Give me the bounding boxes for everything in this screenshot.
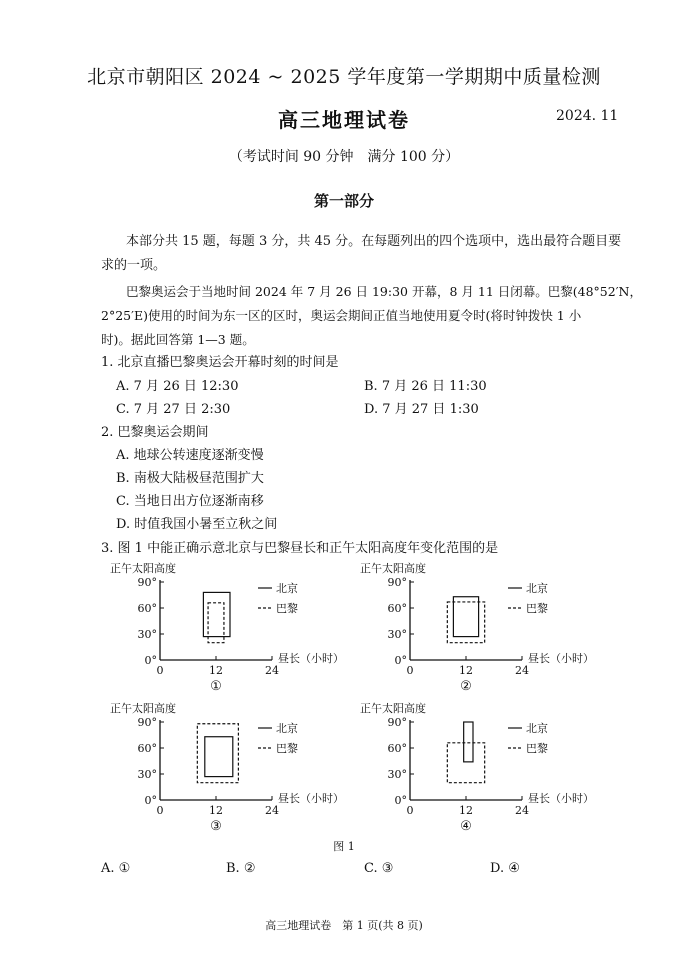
y-tick-label: 0°: [394, 654, 407, 667]
y-tick-label: 30°: [387, 768, 407, 781]
x-tick-label: 24: [265, 804, 279, 817]
x-axis-title: 昼长（小时）: [278, 652, 344, 665]
question-3-option-a[interactable]: A. ①: [101, 861, 131, 876]
y-tick-label: 30°: [137, 628, 157, 641]
part-title: 第一部分: [313, 192, 374, 210]
legend-paris: 巴黎: [276, 742, 298, 755]
question-3-option-b[interactable]: B. ②: [226, 861, 256, 876]
y-tick-label: 60°: [137, 602, 157, 615]
question-3-option-c[interactable]: C. ③: [364, 861, 394, 876]
question-1-option-a[interactable]: A. 7 月 26 日 12:30: [116, 379, 239, 394]
chart-number-label: ④: [460, 819, 472, 834]
beijing-range-box: [464, 722, 473, 762]
x-tick-label: 24: [515, 804, 529, 817]
chart-1: [110, 560, 344, 695]
y-tick-label: 0°: [394, 794, 407, 807]
y-axis-title: 正午太阳高度: [110, 702, 176, 715]
y-tick-label: 30°: [137, 768, 157, 781]
x-tick-label: 12: [459, 804, 473, 817]
instructions-line-1: 本部分共 15 题，每题 3 分，共 45 分。在每题列出的四个选项中，选出最符合题目要: [126, 234, 622, 249]
question-2-option-a[interactable]: A. 地球公转速度逐渐变慢: [116, 448, 264, 463]
x-tick-label: 12: [209, 804, 223, 817]
chart-number-label: ①: [210, 679, 222, 694]
x-tick-label: 0: [406, 804, 414, 817]
legend-beijing: 北京: [276, 582, 298, 595]
paris-range-box: [447, 743, 484, 783]
y-tick-label: 90°: [387, 716, 407, 729]
x-axis-title: 昼长（小时）: [528, 792, 594, 805]
x-tick-label: 0: [156, 664, 164, 677]
y-tick-label: 90°: [137, 716, 157, 729]
question-2-option-c[interactable]: C. 当地日出方位逐渐南移: [116, 494, 264, 509]
y-tick-label: 60°: [137, 742, 157, 755]
y-axis-title: 正午太阳高度: [110, 562, 176, 575]
question-2-option-d[interactable]: D. 时值我国小暑至立秋之间: [116, 517, 278, 532]
beijing-range-box: [203, 592, 230, 636]
y-tick-label: 60°: [387, 742, 407, 755]
y-tick-label: 0°: [144, 794, 157, 807]
y-tick-label: 60°: [387, 602, 407, 615]
y-axis-title: 正午太阳高度: [360, 702, 426, 715]
legend-paris: 巴黎: [276, 602, 298, 615]
beijing-range-box: [205, 737, 233, 777]
x-tick-label: 12: [209, 664, 223, 677]
x-tick-label: 0: [406, 664, 414, 677]
question-1-option-b[interactable]: B. 7 月 26 日 11:30: [364, 379, 487, 394]
x-tick-label: 24: [265, 664, 279, 677]
chart-2: [360, 560, 610, 695]
beijing-range-box: [453, 597, 478, 637]
question-1-option-d[interactable]: D. 7 月 27 日 1:30: [364, 402, 479, 417]
paper-title: 高三地理试卷: [278, 108, 410, 132]
y-tick-label: 30°: [387, 628, 407, 641]
figure-caption: 图 1: [333, 840, 355, 853]
chart-3: [110, 700, 344, 835]
y-axis-title: 正午太阳高度: [360, 562, 426, 575]
legend-paris: 巴黎: [526, 602, 548, 615]
chart-4: [360, 700, 610, 835]
legend-beijing: 北京: [526, 582, 548, 595]
material-line-3: 时)。据此回答第 1—3 题。: [101, 332, 255, 347]
question-3-option-d[interactable]: D. ④: [490, 861, 520, 876]
exam-title: 北京市朝阳区 2024 ~ 2025 学年度第一学期期中质量检测: [87, 66, 601, 88]
x-tick-label: 0: [156, 804, 164, 817]
legend-beijing: 北京: [526, 722, 548, 735]
chart-number-label: ②: [460, 679, 472, 694]
x-axis-title: 昼长（小时）: [528, 652, 594, 665]
y-tick-label: 0°: [144, 654, 157, 667]
legend-paris: 巴黎: [526, 742, 548, 755]
page-footer: 高三地理试卷 第 1 页(共 8 页): [265, 919, 423, 932]
legend-beijing: 北京: [276, 722, 298, 735]
y-tick-label: 90°: [387, 576, 407, 589]
instructions-line-2: 求的一项。: [101, 258, 167, 273]
exam-date: 2024. 11: [556, 108, 619, 124]
x-axis-title: 昼长（小时）: [278, 792, 344, 805]
exam-info: （考试时间 90 分钟 满分 100 分）: [228, 149, 460, 165]
x-tick-label: 12: [459, 664, 473, 677]
material-line-2: 2°25′E)使用的时间为东一区的区时，奥运会期间正值当地使用夏令时(将时钟拨快 1 小: [101, 308, 582, 323]
question-3-stem: 3. 图 1 中能正确示意北京与巴黎昼长和正午太阳高度年变化范围的是: [101, 541, 499, 556]
question-1-option-c[interactable]: C. 7 月 27 日 2:30: [116, 402, 231, 417]
material-line-1: 巴黎奥运会于当地时间 2024 年 7 月 26 日 19:30 开幕，8 月 11 日闭幕。巴黎(48°52′N，: [126, 284, 642, 299]
y-tick-label: 90°: [137, 576, 157, 589]
question-2-option-b[interactable]: B. 南极大陆极昼范围扩大: [116, 471, 264, 486]
chart-number-label: ③: [210, 819, 222, 834]
question-2-stem: 2. 巴黎奥运会期间: [101, 425, 209, 440]
question-1-stem: 1. 北京直播巴黎奥运会开幕时刻的时间是: [101, 355, 339, 370]
x-tick-label: 24: [515, 664, 529, 677]
